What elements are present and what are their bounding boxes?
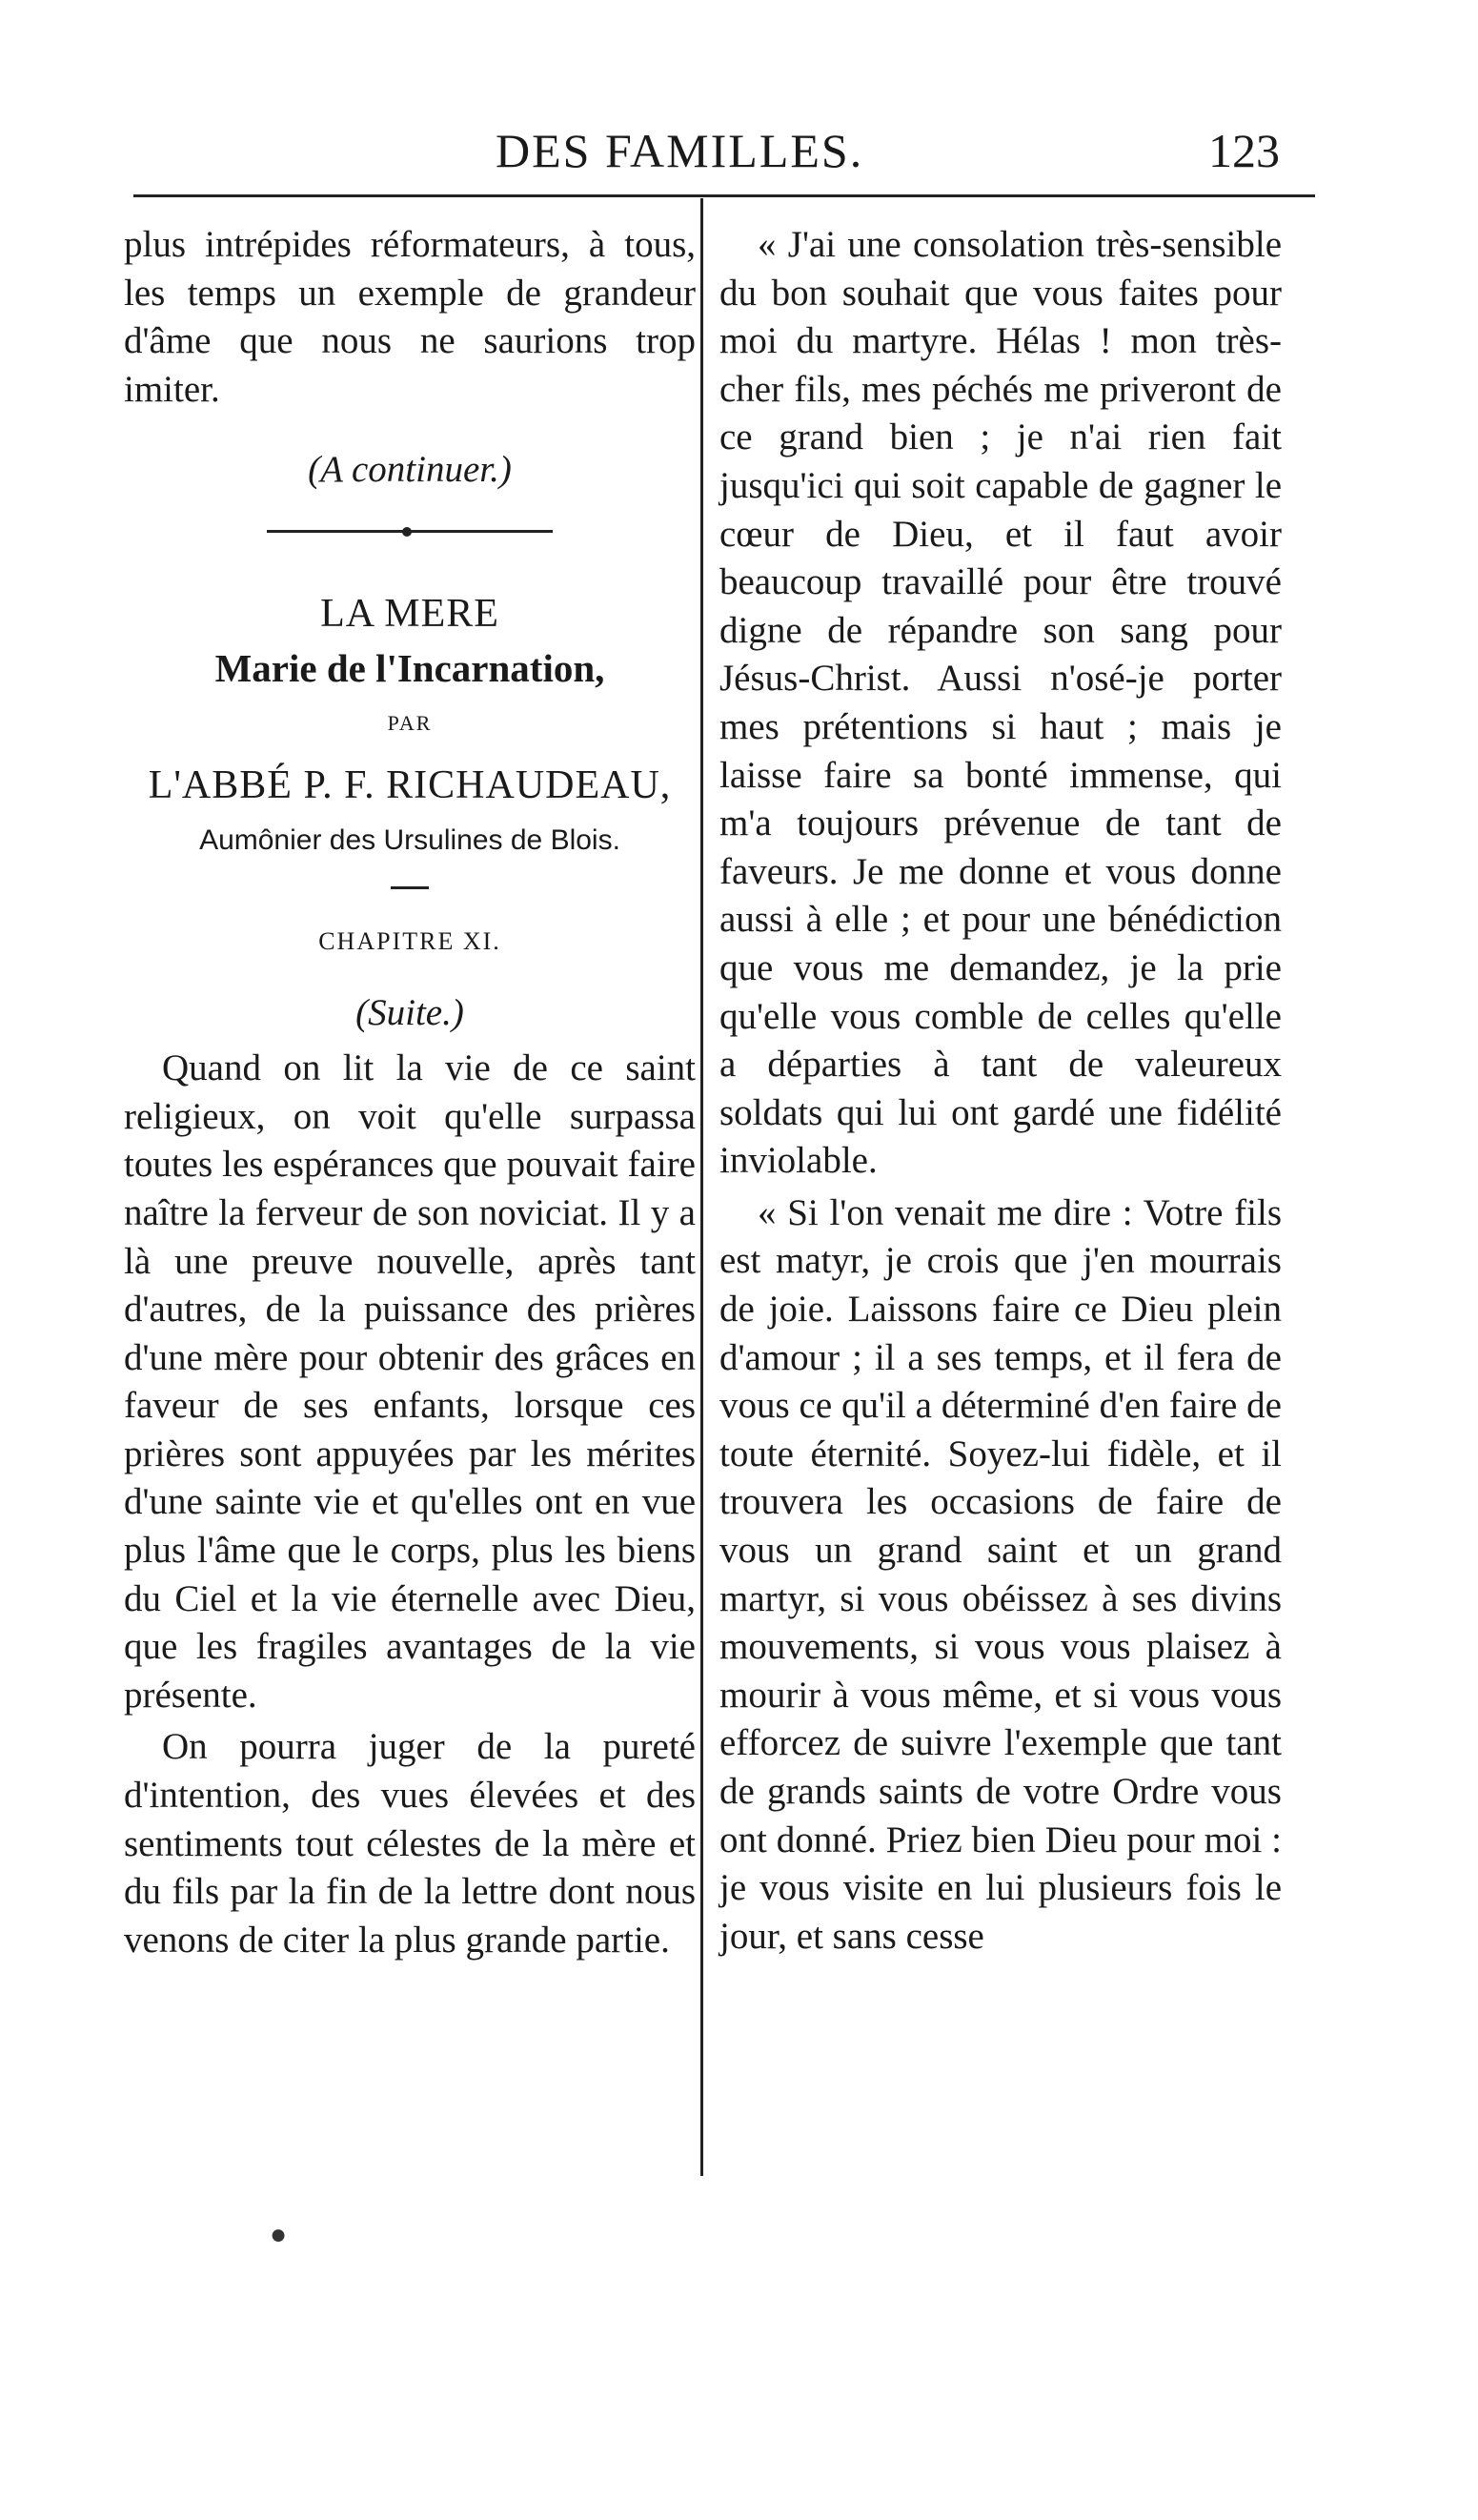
header-rule <box>133 194 1315 197</box>
letter-paragraph: « J'ai une consolation très-sensible du bon souhait que vous faites pour moi du martyre. Hélas ! mon très-cher fils, mes péchés me priveront de ce grand bien ; je n'ai rien fait jusqu'ici qui soit capable de gagner le cœur de Dieu, et il faut avoir beaucoup travaillé pour être trouvé digne de répandre son sang pour Jésus-Christ. Aussi n'osé-je porter mes prétentions si haut ; mais je laisse faire sa bonté immense, qui m'a toujours prévenue de tant de faveurs. Je me donne et vous donne aussi à elle ; et pour une bénédiction que vous me demandez, je la prie qu'elle vous comble de celles qu'elle a départies à tant de valeureux soldats qui lui ont gardé une fidélité inviolable. <box>719 224 1282 1182</box>
article-heading: LA MERE <box>320 591 499 636</box>
author-role: Aumônier des Ursulines de Blois. <box>199 824 620 857</box>
section-dash <box>391 886 429 889</box>
page-header <box>0 0 1478 210</box>
byline-par: PAR <box>387 711 433 736</box>
continue-note: (A continuer.) <box>308 449 512 491</box>
chapter-heading: CHAPITRE XI. <box>318 926 501 955</box>
column-divider <box>700 198 703 2176</box>
article-title: Marie de l'Incarnation, <box>214 645 605 690</box>
suite-label: (Suite.) <box>355 991 464 1033</box>
continued-paragraph: plus intrépides réformateurs, à tous, les temps un exemple de grandeur d'âme que nous ne saurions trop imiter. <box>124 224 696 410</box>
author: L'ABBÉ P. F. RICHAUDEAU, <box>148 762 672 807</box>
ornament-rule <box>267 527 553 535</box>
ink-spot-mark: ● <box>270 2219 288 2250</box>
body-paragraph: On pourra juger de la pureté d'intention, des vues élevées et des sentiments tout célestes de la mère et du fils par la fin de la lettre dont nous venons de citer la plus grande partie. <box>124 1726 696 1961</box>
running-title: DES FAMILLES. <box>496 124 864 177</box>
right-column <box>719 221 1282 1961</box>
letter-paragraph: « Si l'on venait me dire : Votre fils est matyr, je crois que j'en mourrais de joie. Laissons faire ce Dieu plein d'amour ; il a ses temps, et il fera de vous ce qu'il a déterminé d'en faire de toute éternité. Soyez-lui fidèle, et il trouvera les occasions de faire de vous un grand saint et un grand martyr, si vous obéissez à ses divins mouvements, si vous vous plaisez à mourir à vous même, et si vous vous efforcez de suivre l'exemple que tant de grands saints de votre Ordre vous ont donné. Priez bien Dieu pour moi : je vous visite en lui plusieurs fois le jour, et sans cesse <box>719 1191 1282 1957</box>
body-paragraph: Quand on lit la vie de ce saint religieux, on voit qu'elle surpassa toutes les espérances que pouvait faire naître la ferveur de son noviciat. Il y a là une preuve nouvelle, après tant d'autres, de la puissance des prières d'une mère pour obtenir des grâces en faveur de ses enfants, lorsque ces prières sont appuyées par les mérites d'une sainte vie et qu'elles ont en vue plus l'âme que le corps, plus les biens du Ciel et la vie éternelle avec Dieu, que les fragiles avantages de la vie présente. <box>124 1047 696 1716</box>
page-number: 123 <box>1208 124 1280 177</box>
left-column <box>124 221 696 1964</box>
